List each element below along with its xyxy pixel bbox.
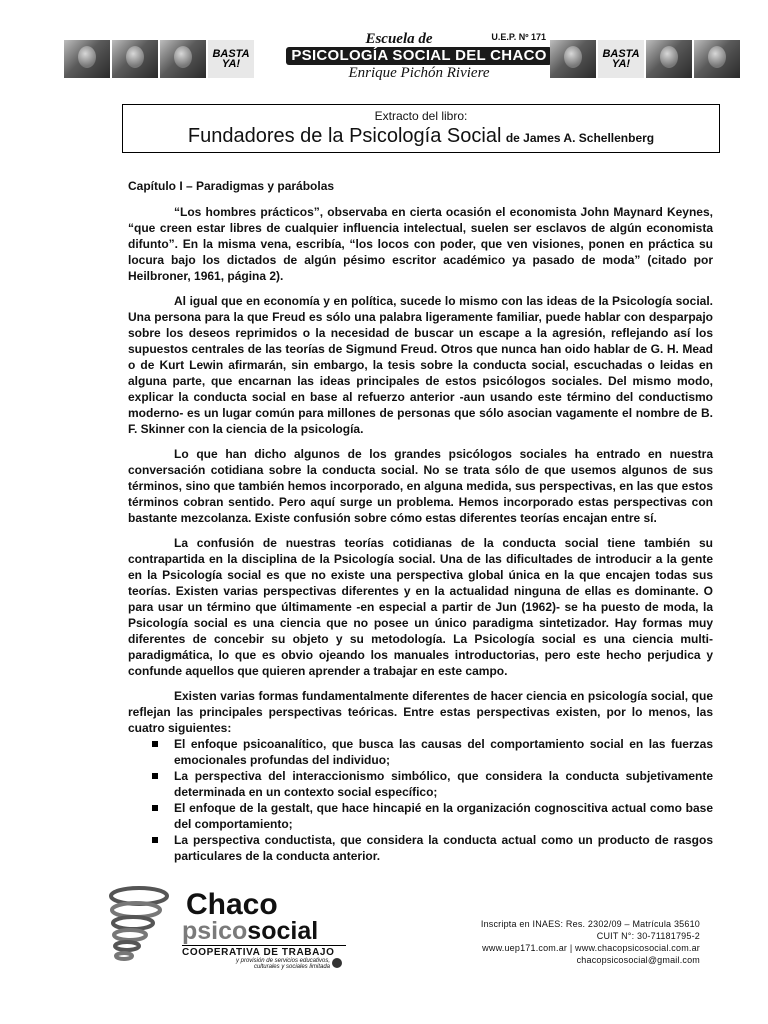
square-bullet-icon xyxy=(152,773,158,779)
photo-strip-left xyxy=(64,40,256,78)
paragraph: “Los hombres prácticos”, observaba en cierta ocasión el economista John Maynard Keynes, “que creen estar libres de cualquier influencia intelectual, suelen ser esclavos de algún economista difunto”. En la misma vena, escribía, “los locos con poder, que ven visiones, ponen en práctica su locura bajo los dictados de algún pésimo escritor académico ya pasado de moda” (citado por Heilbroner, 1961, página 2). xyxy=(128,205,713,283)
school-logo xyxy=(286,32,552,82)
school-subtitle: Enrique Pichón Riviere xyxy=(348,65,490,81)
perspectives-list xyxy=(128,736,713,864)
document-body xyxy=(128,178,713,864)
chaco-psicosocial-logo xyxy=(104,882,346,970)
list-item: El enfoque de la gestalt, que hace hincapié en la organización cognoscitiva actual como base del comportamiento; xyxy=(128,800,713,832)
school-uep: U.E.P. Nº 171 xyxy=(491,32,546,42)
square-bullet-icon xyxy=(152,741,158,747)
cuit-line: CUIT N°: 30-71181795-2 xyxy=(596,931,700,941)
logo-word-chaco: Chaco xyxy=(186,888,278,921)
paragraph: Lo que han dicho algunos de los grandes psicólogos sociales ha entrado en nuestra conversación cotidiana sobre la conducta social. No se trata sólo de que usemos algunos de sus términos, sino que también hemos incorporado, en alguna medida, sus perspectivas, en las que estos términos cobran sentido. Pero aquí surge un problema. Hemos incorporado estas perspectivas con bastante mezcolanza. Existe confusión sobre cómo estas diferentes teorías encajan entre sí. xyxy=(128,447,713,525)
spiral-icon xyxy=(106,884,172,968)
basta-ya-image: BASTA YA! xyxy=(598,40,644,78)
portrait-photo xyxy=(64,40,110,78)
portrait-photo xyxy=(112,40,158,78)
portrait-photo xyxy=(646,40,692,78)
chapter-heading: Capítulo I – Paradigmas y parábolas xyxy=(128,179,335,193)
photo-strip-right xyxy=(550,40,742,78)
portrait-photo xyxy=(160,40,206,78)
contact-info xyxy=(481,918,700,966)
book-author: de James A. Schellenberg xyxy=(505,131,655,145)
logo-provision: y provisión de servicios educativos, culturales y sociales limitada xyxy=(235,958,330,970)
book-title-line xyxy=(123,125,719,149)
paragraph: La confusión de nuestras teorías cotidianas de la conducta social tiene también su contrapartida en la disciplina de la Psicología social. Una de las dificultades de introducir a la gente en la Psicología social es que no existe una perspectiva global única en la que encajen todas sus teorías. Existen varias perspectivas diferentes y en la actualidad ninguna de ellas es dominante. O para usar un término que últimamente -en especial a partir de Jun (1962)- se ha puesto de moda, la Psicología social es una ciencia que no posee un único paradigma sintetizador. Hay formas muy diferentes de concebir su objeto y su metodología. La Psicología social es una ciencia multi-paradigmática, lo que es obvio ojeando los manuales introductorias, pero este hecho perjudica y confunde aquellos que quieren aprender a trabajar en este campo. xyxy=(128,536,713,678)
school-escuela: Escuela de xyxy=(365,31,433,47)
logo-cooperativa: COOPERATIVA DE TRABAJO xyxy=(182,945,346,958)
portrait-photo xyxy=(550,40,596,78)
list-item: La perspectiva conductista, que considera la conducta actual como un producto de rasgos particulares de la conducta anterior. xyxy=(128,832,713,864)
paragraph: Al igual que en economía y en política, sucede lo mismo con las ideas de la Psicología social. Una persona para la que Freud es sólo una palabra ligeramente familiar, puede hablar con desparpajo sobre los deseos reprimidos o la necesidad de buscar un escape a la agresión, reflejando así los supuestos centrales de las teorías de Sigmund Freud. Otros que nunca han oido hablar de G. H. Mead o de Kurt Lewin afirmarán, sin embargo, la tesis sobre la conducta social, escuchadas o leidas en alguna parte, que encarnan las ideas principales de estos psicólogos sociales. Del mismo modo, explicar la conducta social en base al refuerzo anterior -aun usando este término del conductismo moderno- es un lugar común para millones de personas que sólo asocian vagamente el nombre de B. F. Skinner con la ciencia de la psicología. xyxy=(128,294,713,436)
logo-word-psicosocial: psicosocial xyxy=(182,917,319,945)
website-links[interactable]: www.uep171.com.ar | www.chacopsicosocial.com.ar xyxy=(482,943,700,953)
square-bullet-icon xyxy=(152,805,158,811)
header-banner xyxy=(64,32,742,82)
book-title: Fundadores de la Psicología Social xyxy=(187,125,502,147)
list-item: El enfoque psicoanalítico, que busca las causas del comportamiento social en las fuerzas emocionales profundas del individuo; xyxy=(128,736,713,768)
cooperative-pines-icon xyxy=(332,958,342,968)
basta-ya-image: BASTA YA! xyxy=(208,40,254,78)
portrait-photo xyxy=(694,40,740,78)
paragraph: Existen varias formas fundamentalmente diferentes de hacer ciencia en psicología social, que reflejan las principales perspectivas teóricas. Entre estas perspectivas existen, por lo menos, las cuatro siguientes: xyxy=(128,689,713,735)
inaes-line: Inscripta en INAES: Res. 2302/09 – Matrícula 35610 xyxy=(480,919,700,929)
email-link[interactable]: chacopsicosocial@gmail.com xyxy=(576,955,700,965)
school-name: PSICOLOGÍA SOCIAL DEL CHACO xyxy=(286,47,552,65)
extract-label: Extracto del libro: xyxy=(374,109,468,123)
list-item: La perspectiva del interaccionismo simbólico, que considera la conducta subjetivamente determinada en un contexto social específico; xyxy=(128,768,713,800)
title-box xyxy=(122,104,720,153)
square-bullet-icon xyxy=(152,837,158,843)
